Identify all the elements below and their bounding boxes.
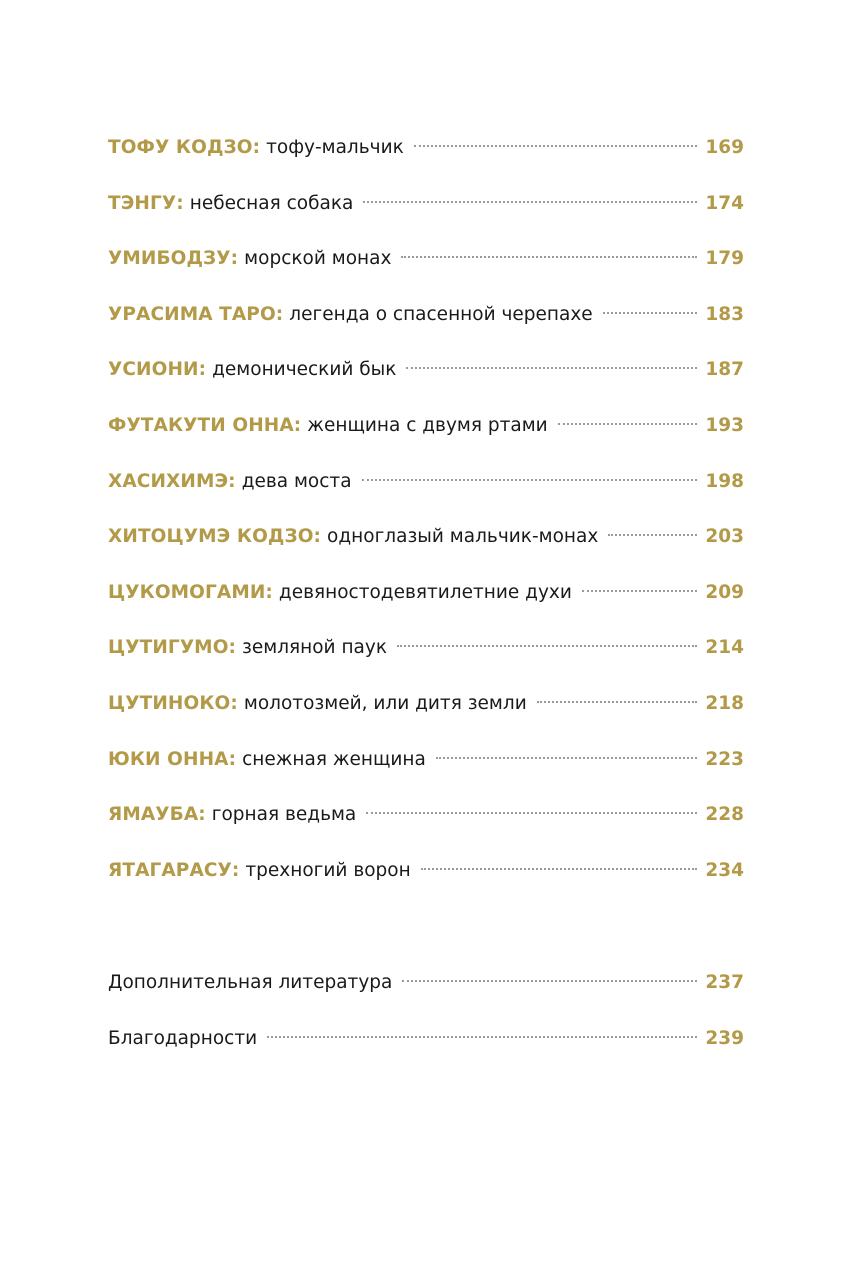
toc-entry[interactable] (108, 176, 744, 232)
toc-entry-title: ЯТАГАРАСУ: (108, 859, 240, 881)
dot-leader (402, 980, 697, 982)
toc-entry-page: 203 (705, 526, 744, 548)
dot-leader (414, 145, 698, 147)
dot-leader (397, 645, 697, 647)
toc-entry[interactable] (108, 342, 744, 398)
dot-leader (401, 256, 697, 258)
toc-entry-title: ЦУКОМОГАМИ: (108, 581, 273, 603)
toc-entry-subtitle: небесная собака (189, 192, 354, 214)
toc-entry[interactable] (108, 620, 744, 676)
dot-leader (608, 534, 697, 536)
toc-extra-list (108, 955, 744, 1066)
toc-entry[interactable] (108, 843, 744, 899)
toc-entry-page: 183 (705, 303, 744, 325)
toc-entry-subtitle: легенда о спасенной черепахе (289, 303, 593, 325)
toc-entry[interactable] (108, 565, 744, 621)
toc-entry-page: 218 (705, 692, 744, 714)
dot-leader (582, 590, 697, 592)
toc-entry-page: 174 (705, 192, 744, 214)
toc-entry-title: ЦУТИГУМО: (108, 637, 237, 659)
toc-entry-title: ТОФУ КОДЗО: (108, 137, 261, 158)
toc-entry-subtitle: морской монах (244, 248, 392, 270)
dot-leader (366, 812, 697, 814)
toc-entry-subtitle: тофу-мальчик (266, 137, 404, 158)
dot-leader (537, 701, 698, 703)
toc-entry[interactable] (108, 787, 744, 843)
toc-entry-page: 198 (705, 470, 744, 492)
toc-entry[interactable] (108, 120, 744, 176)
toc-entry-title: ЮКИ ОННА: (108, 748, 237, 770)
toc-entry-subtitle: женщина с двумя ртами (307, 414, 548, 436)
toc-entry-subtitle: демонический бык (212, 359, 397, 381)
dot-leader (603, 312, 698, 314)
toc-entry-subtitle: девяностодевятилетние духи (278, 581, 572, 603)
toc-entry-title: ТЭНГУ: (108, 192, 184, 214)
toc-entry-title: ФУТАКУТИ ОННА: (108, 414, 302, 436)
dot-leader (363, 201, 697, 203)
toc-entry-page: 223 (705, 748, 744, 770)
toc-entry[interactable] (108, 732, 744, 788)
toc-entry-page: 234 (705, 859, 744, 881)
toc-entry-page: 193 (705, 414, 744, 436)
dot-leader (436, 757, 698, 759)
toc-entry[interactable] (108, 509, 744, 565)
toc-entry-page: 179 (705, 248, 744, 270)
toc-entry-subtitle: одноглазый мальчик-монах (327, 526, 599, 548)
toc-entry-subtitle: земляной паук (242, 637, 388, 659)
dot-leader (362, 479, 698, 481)
toc-entry-title: ХАСИХИМЭ: (108, 470, 236, 492)
dot-leader (421, 868, 698, 870)
toc-entry-page: 214 (705, 637, 744, 659)
dot-leader (406, 367, 697, 369)
toc-entry-acknowledgements[interactable] (108, 1011, 744, 1067)
toc-entry-further-reading[interactable] (108, 955, 744, 1011)
toc-entry-title: УМИБОДЗУ: (108, 248, 239, 270)
toc-entry-title: ХИТОЦУМЭ КОДЗО: (108, 526, 322, 548)
dot-leader (267, 1036, 697, 1038)
toc-main-list (108, 120, 744, 898)
toc-entry-subtitle: молотозмей, или дитя земли (243, 692, 527, 714)
toc-entry-page: 169 (705, 137, 744, 158)
toc-entry-title: УРАСИМА ТАРО: (108, 303, 284, 325)
toc-entry-page: 237 (705, 972, 744, 993)
toc-entry-subtitle: дева моста (241, 470, 352, 492)
toc-entry[interactable] (108, 398, 744, 454)
toc-entry[interactable] (108, 231, 744, 287)
toc-entry-page: 209 (705, 581, 744, 603)
toc-entry-page: 228 (705, 804, 744, 826)
dot-leader (558, 423, 698, 425)
toc-entry-title: Дополнительная литература (108, 972, 393, 993)
toc-entry[interactable] (108, 454, 744, 510)
toc-entry[interactable] (108, 287, 744, 343)
toc-entry-subtitle: трехногий ворон (245, 859, 411, 881)
toc-entry-title: ЦУТИНОКО: (108, 692, 238, 714)
toc-entry-page: 239 (705, 1027, 744, 1049)
toc-entry-subtitle: снежная женщина (242, 748, 426, 770)
toc-entry-title: Благодарности (108, 1027, 258, 1049)
toc-entry-title: ЯМАУБА: (108, 804, 206, 826)
toc-entry-subtitle: горная ведьма (211, 804, 357, 826)
toc-entry[interactable] (108, 676, 744, 732)
toc-entry-title: УСИОНИ: (108, 359, 207, 381)
toc-entry-page: 187 (705, 359, 744, 381)
